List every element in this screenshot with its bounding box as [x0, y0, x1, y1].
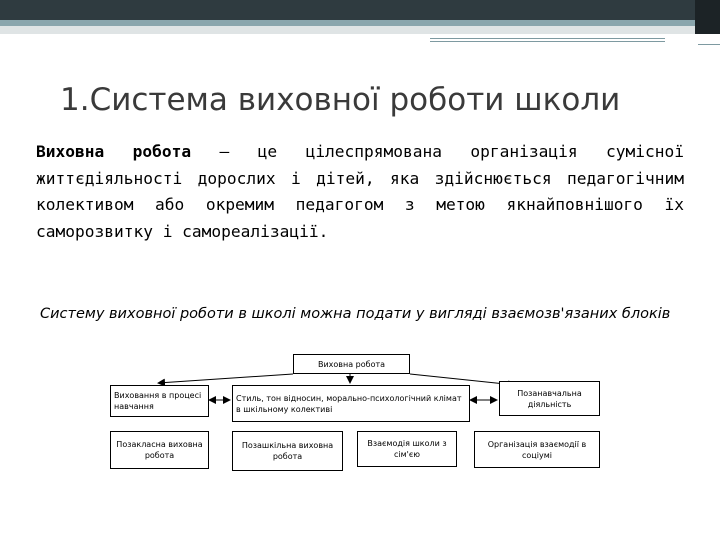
- diagram-block-outofschool: Позашкільна виховна робота: [232, 431, 343, 471]
- definition-text: — це цілеспрямована організація сумісної життєдіяльності дорослих і дітей, яка здійснюється педагогічним колективом або окремим педагогом з метою якнайповнішого їх саморозвитку і самореалізації.: [36, 142, 684, 241]
- diagram-block-society: Організація взаємодії в соціумі: [474, 431, 600, 468]
- diagram-block-climate: Стиль, тон відносин, морально-психологічний клімат в шкільному колективі: [232, 385, 470, 422]
- diagram-block-outofclass: Позакласна виховна робота: [110, 431, 209, 469]
- slide-title: 1.Система виховної роботи школи: [60, 82, 621, 118]
- connector-root-left: [158, 374, 293, 383]
- diagram-block-family: Взаємодія школи з сім'єю: [357, 431, 457, 467]
- diagram-root-block: Виховна робота: [293, 354, 410, 374]
- diagram-block-learning: Виховання в процесі навчання: [110, 385, 209, 417]
- diagram-block-extracurricular: Позанавчальна діяльність: [499, 381, 600, 416]
- definition-term: Виховна робота: [36, 142, 192, 161]
- diagram-intro: Систему виховної роботи в школі можна подати у вигляді взаємозв'язаних блоків: [40, 306, 671, 322]
